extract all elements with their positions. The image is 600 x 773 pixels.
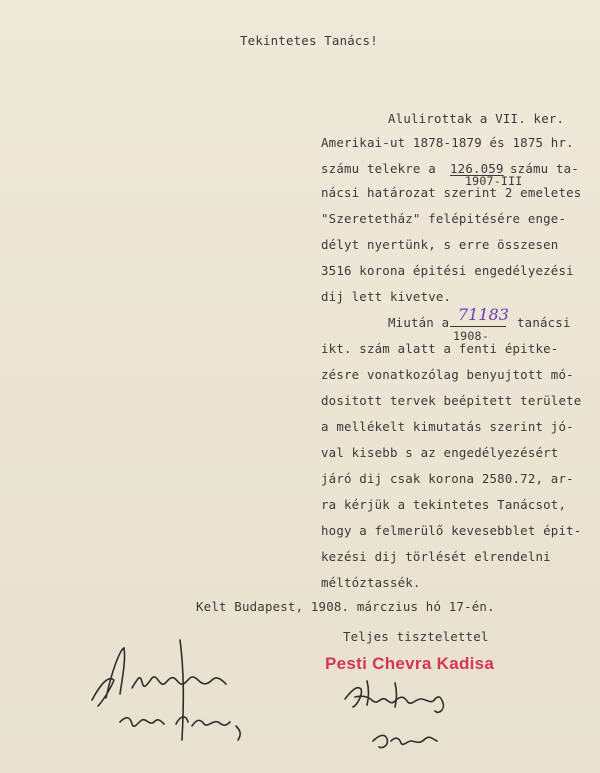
paragraph2-line-6: val kisebb s az engedélyezésért bbox=[321, 445, 559, 460]
paragraph2-line-8: ra kérjük a tekintetes Tanácsot, bbox=[321, 497, 567, 512]
paragraph2-line-4: dositott tervek beépitett területe bbox=[321, 393, 582, 408]
registry-year: 1908- bbox=[453, 329, 489, 343]
salutation: Tekintetes Tanács! bbox=[240, 33, 378, 48]
paragraph2-line-2: ikt. szám alatt a fenti épitke- bbox=[321, 341, 559, 356]
paragraph2-line-10: kezési dij törlését elrendelni bbox=[321, 549, 551, 564]
handwritten-number: 71183 bbox=[458, 305, 509, 324]
paragraph2-line-3: zésre vonatkozólag benyujtott mó- bbox=[321, 367, 574, 382]
paragraph1-line-5: "Szeretetház" felépitésére enge- bbox=[321, 211, 567, 226]
right-signature bbox=[335, 675, 465, 765]
paragraph1-line-3: számu telekre a bbox=[321, 161, 436, 176]
organization-stamp: Pesti Chevra Kadisa bbox=[325, 654, 495, 673]
paragraph1-line-6: délyt nyertünk, s erre összesen bbox=[321, 237, 559, 252]
paragraph2-line-11: méltóztassék. bbox=[321, 575, 421, 590]
paragraph1-line-4: nácsi határozat szerint 2 emeletes bbox=[321, 185, 582, 200]
left-signature bbox=[80, 630, 260, 760]
paragraph1-line-2: Amerikai-ut 1878-1879 és 1875 hr. bbox=[321, 135, 574, 150]
closing: Teljes tisztelettel bbox=[343, 629, 489, 644]
paragraph2-line-1: Miután a bbox=[388, 315, 450, 330]
paragraph1-line-1: Alulirottak a VII. ker. bbox=[388, 111, 565, 126]
paragraph2-line-1-end: tanácsi bbox=[517, 315, 571, 330]
decision-number: 126.059 bbox=[450, 161, 504, 176]
date-line: Kelt Budapest, 1908. márczius hó 17-én. bbox=[196, 599, 495, 614]
paragraph1-line-7: 3516 korona épitési engedélyezési bbox=[321, 263, 574, 278]
fraction-line bbox=[450, 326, 506, 327]
paragraph1-line-8: dij lett kivetve. bbox=[321, 289, 452, 304]
paragraph2-line-5: a mellékelt kimutatás szerint jó- bbox=[321, 419, 574, 434]
decision-year: 1907-III bbox=[465, 174, 523, 188]
paragraph1-line-3-end: számu ta- bbox=[510, 161, 579, 176]
paragraph2-line-7: járó dij csak korona 2580.72, ar- bbox=[321, 471, 574, 486]
paragraph2-line-9: hogy a felmerülő kevesebblet épit- bbox=[321, 523, 582, 538]
